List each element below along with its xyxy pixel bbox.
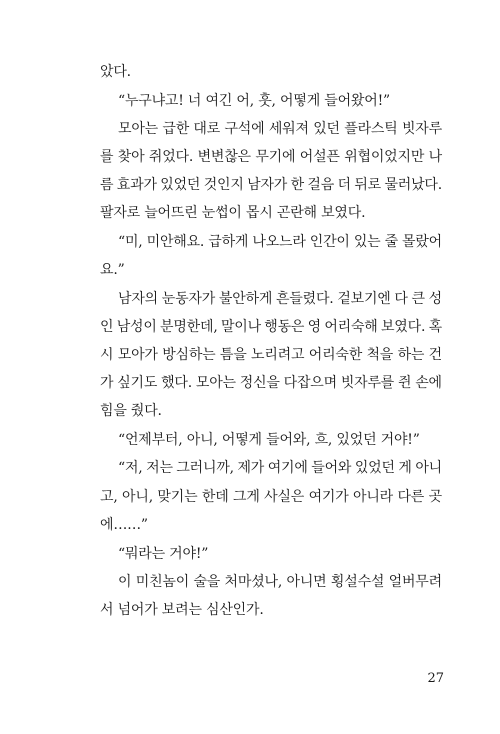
word: 노리려고: [251, 347, 305, 363]
word: 아니: [415, 460, 442, 476]
text-line: 힘을 줬다.: [100, 403, 162, 419]
word: 했다.: [161, 375, 192, 391]
text-line: [100, 487, 442, 507]
word: 맞기는: [157, 489, 198, 505]
word: 모아는: [195, 375, 236, 391]
word: 효과가: [116, 177, 157, 193]
word: 고,: [100, 489, 118, 505]
word: 어리숙해: [324, 319, 378, 335]
word: 플라스틱: [344, 121, 398, 137]
word: 한: [290, 177, 304, 193]
word: 다: [394, 291, 408, 307]
word: 그러니까,: [176, 460, 234, 476]
word: 분명한데,: [160, 319, 218, 335]
word: 남자의: [118, 291, 158, 307]
word: 걸음: [307, 177, 335, 193]
word: 하는: [397, 347, 425, 363]
word: 겉보기엔: [337, 291, 391, 307]
word: 어리숙한: [308, 347, 363, 363]
text-line: [100, 345, 442, 365]
text-line: “뭐라는 거야!”: [118, 546, 209, 562]
word: 손에: [415, 375, 442, 391]
word: 아니,: [122, 489, 153, 505]
word: 모아는: [118, 121, 158, 137]
text-line: 았다.: [100, 64, 131, 80]
word: 정신을: [239, 375, 280, 391]
word: 사실은: [264, 489, 305, 505]
word: 찾아: [117, 149, 145, 165]
word: 를: [100, 149, 114, 165]
word: 나: [428, 149, 442, 165]
word: 건: [428, 347, 442, 363]
word: 줄: [384, 234, 398, 250]
word: 급하게: [208, 234, 249, 250]
word: 아니면: [286, 574, 327, 590]
word: 여기가: [308, 489, 349, 505]
word: 틈을: [219, 347, 247, 363]
word: 저는: [146, 460, 173, 476]
text-line: [118, 232, 442, 252]
text-line: “언제부터, 아니, 어떻게 들어와, 흐, 있었던 거야!”: [118, 432, 420, 448]
word: 인: [100, 319, 114, 335]
word: 행동은: [264, 319, 305, 335]
text-line: [100, 317, 442, 337]
word: 가: [100, 375, 114, 391]
page-number: 27: [427, 671, 444, 686]
word: 모아가: [117, 347, 158, 363]
word: 얼버무려: [388, 574, 442, 590]
word: 물러났다.: [384, 177, 442, 193]
word: “저,: [118, 460, 143, 476]
word: 큰: [411, 291, 425, 307]
word: 혹: [428, 319, 442, 335]
word: 싶기도: [117, 375, 158, 391]
text-line: 서 넘어가 보려는 심산인가.: [100, 602, 264, 618]
word: 있었던: [354, 460, 395, 476]
word: 보였다.: [380, 319, 426, 335]
word: 횡설수설: [330, 574, 385, 590]
word: 말이나: [220, 319, 261, 335]
text-line: 팔자로 늘어뜨린 눈썹이 몹시 곤란해 보였다.: [100, 205, 366, 221]
word: 남자가: [247, 177, 288, 193]
word: 미친놈이: [135, 574, 190, 590]
word: 미안해요.: [146, 234, 205, 250]
word: 다잡으며: [283, 375, 337, 391]
word: 제가: [237, 460, 265, 476]
word: 위협이었지만: [344, 149, 425, 165]
text-line: [118, 572, 442, 592]
word: 몰랐어: [402, 234, 442, 250]
word: 영: [307, 319, 321, 335]
word: 있는: [353, 234, 381, 250]
word: 아니라: [353, 489, 394, 505]
word: 척을: [366, 347, 394, 363]
word: “미,: [118, 234, 143, 250]
word: 쥐었다.: [148, 149, 194, 165]
word: 뒤로: [354, 177, 381, 193]
word: 급한: [162, 121, 190, 137]
word: 처마셨나,: [224, 574, 283, 590]
word: 시: [100, 347, 114, 363]
word: 인간이: [309, 234, 350, 250]
word: 름: [100, 177, 114, 193]
word: 있던: [313, 121, 340, 137]
word: 게: [398, 460, 412, 476]
text-line: “누구냐고! 너 여긴 어, 훗, 어떻게 들어왔어!”: [118, 93, 390, 109]
word: 들어와: [311, 460, 352, 476]
word: 방심하는: [162, 347, 216, 363]
word: 다른: [397, 489, 425, 505]
word: 것인지: [203, 177, 244, 193]
word: 성: [428, 291, 442, 307]
word: 술을: [193, 574, 221, 590]
text-line: [100, 373, 442, 393]
word: 세워져: [268, 121, 309, 137]
word: 눈동자가: [161, 291, 216, 307]
word: 더: [337, 177, 351, 193]
word: 불안하게: [218, 291, 273, 307]
word: 대로: [193, 121, 221, 137]
word: 남성이: [116, 319, 157, 335]
word: 있었던: [160, 177, 201, 193]
text-line: [118, 119, 442, 139]
text-line: [100, 175, 442, 195]
word: 나오느라: [252, 234, 306, 250]
text-line: [118, 458, 442, 478]
text-line: [118, 289, 442, 309]
text-line: [100, 147, 442, 167]
text-line: 요.”: [100, 262, 125, 278]
word: 어설픈: [299, 149, 340, 165]
word: 곳: [428, 489, 442, 505]
word: 빗자루: [401, 121, 442, 137]
word: 그게: [233, 489, 260, 505]
word: 흔들렸다.: [275, 291, 334, 307]
word: 이: [118, 574, 132, 590]
word: 쥔: [398, 375, 412, 391]
text-line: 에……”: [100, 517, 148, 533]
word: 구석에: [224, 121, 265, 137]
word: 변변찮은: [197, 149, 251, 165]
word: 여기에: [267, 460, 308, 476]
word: 빗자루를: [340, 375, 395, 391]
word: 무기에: [255, 149, 296, 165]
word: 한데: [201, 489, 229, 505]
